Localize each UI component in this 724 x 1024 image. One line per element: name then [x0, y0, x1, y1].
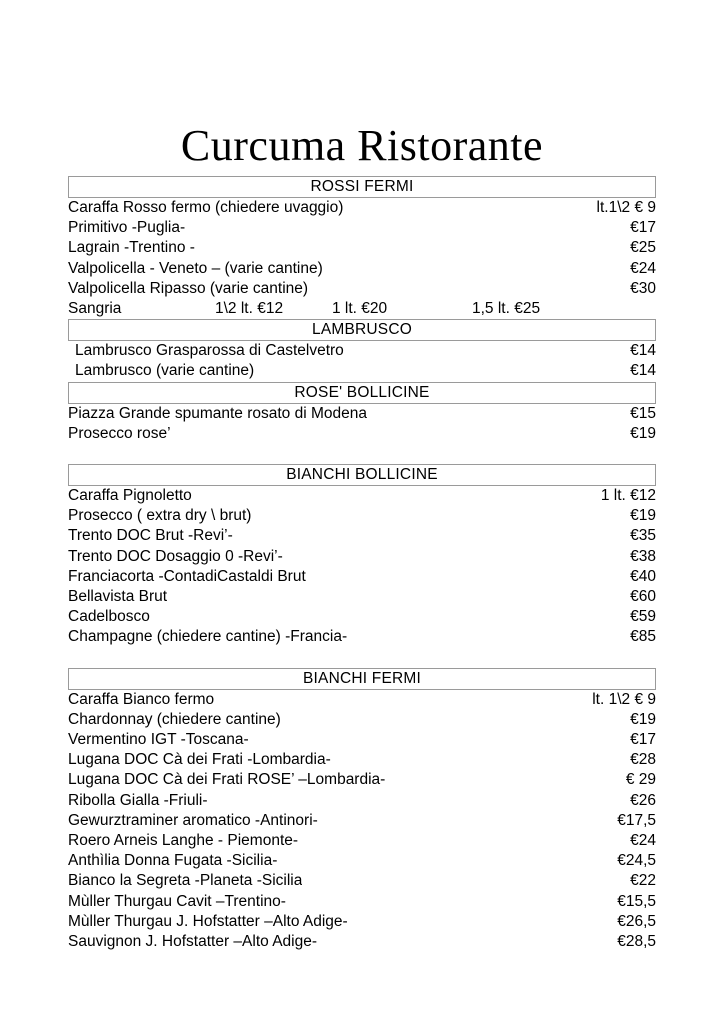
section-header-bianchi-fermi: BIANCHI FERMI [68, 668, 656, 690]
menu-item-price: €14 [630, 342, 656, 360]
menu-item-name: Trento DOC Brut -Revi’- [68, 527, 233, 545]
menu-item-size-price: 1 lt. €20 [332, 300, 388, 318]
menu-item-row [68, 198, 656, 218]
menu-item-row [68, 690, 656, 710]
menu-item-name: Trento DOC Dosaggio 0 -Revi’- [68, 547, 283, 565]
menu-item-name: Bellavista Brut [68, 588, 168, 606]
menu-item-name: Lagrain -Trentino - [68, 239, 195, 257]
menu-item-name: Mùller Thurgau Cavit –Trentino- [68, 892, 286, 910]
menu-item-name: Piazza Grande spumante rosato di Modena [68, 404, 367, 422]
menu-item-row [68, 831, 656, 851]
menu-item-price: €19 [630, 710, 656, 728]
menu-item-row [68, 587, 656, 607]
menu-item-row [68, 627, 656, 647]
menu-item-name: Vermentino IGT -Toscana- [68, 731, 249, 749]
menu-item-price: 1 lt. €12 [600, 487, 656, 505]
menu-item-price: €15 [630, 404, 656, 422]
menu-item-price: €17,5 [617, 811, 656, 829]
menu-item-price: €17 [630, 219, 656, 237]
menu-item-price: lt.1\2 € 9 [596, 199, 656, 216]
menu-item-row [68, 404, 656, 424]
menu-item-price: € 29 [625, 771, 656, 789]
menu-item-name: Lugana DOC Cà dei Frati ROSE’ –Lombardia- [68, 771, 386, 789]
menu-item-row [68, 791, 656, 811]
section-items-bianchi-bollicine [68, 486, 656, 648]
section-items-rose-bollicine [68, 404, 656, 444]
menu-item-price: €24 [630, 832, 656, 850]
wine-list [68, 176, 656, 952]
menu-item-name: Cadelbosco [68, 608, 150, 626]
menu-item-row [68, 871, 656, 891]
menu-section-rose-bollicine [68, 382, 656, 444]
section-items-lambrusco [68, 341, 656, 381]
section-header-rose-bollicine: ROSE' BOLLICINE [68, 382, 656, 404]
menu-item-price: €28 [630, 751, 656, 769]
menu-item-price: lt. 1\2 € 9 [592, 690, 656, 708]
menu-item-name: Roero Arneis Langhe - Piemonte- [68, 832, 299, 850]
menu-item-row [68, 506, 656, 526]
section-items-rossi-fermi [68, 198, 656, 319]
menu-item-size-price: 1\2 lt. €12 [215, 300, 284, 318]
menu-item-price: €38 [630, 547, 656, 565]
section-header-bianchi-bollicine: BIANCHI BOLLICINE [68, 464, 656, 486]
menu-item-price: €85 [630, 628, 656, 646]
menu-item-name: Lambrusco Grasparossa di Castelvetro [75, 342, 344, 360]
menu-item-name: Anthìlia Donna Fugata -Sicilia- [68, 852, 278, 870]
menu-item-price: €28,5 [617, 933, 656, 951]
menu-item-row [68, 750, 656, 770]
menu-item-row [68, 811, 656, 831]
menu-item-row [68, 238, 656, 258]
menu-item-row [68, 851, 656, 871]
section-gap [68, 648, 656, 668]
menu-item-name: Caraffa Pignoletto [68, 487, 192, 505]
menu-item-price: €35 [630, 527, 656, 545]
menu-item-name: Prosecco rose’ [68, 424, 171, 442]
page-title: Curcuma Ristorante [180, 121, 544, 171]
menu-item-price: €26 [630, 791, 656, 809]
menu-item-row [68, 361, 656, 381]
menu-item-row [68, 424, 656, 444]
menu-item-name: Caraffa Bianco fermo [68, 690, 215, 708]
section-gap [68, 444, 656, 464]
menu-item-row [68, 486, 656, 506]
menu-item-price: €25 [630, 239, 656, 257]
menu-item-price: €60 [630, 588, 656, 606]
menu-item-price: €19 [630, 507, 656, 525]
menu-item-name: Prosecco ( extra dry \ brut) [68, 507, 252, 525]
menu-item-row [68, 547, 656, 567]
section-items-bianchi-fermi [68, 690, 656, 953]
menu-section-rossi-fermi [68, 176, 656, 319]
menu-item-price: €15,5 [617, 892, 656, 910]
menu-item-row [68, 710, 656, 730]
menu-item-row [68, 607, 656, 627]
menu-item-name: Gewurztraminer aromatico -Antinori- [68, 811, 318, 829]
menu-section-lambrusco [68, 319, 656, 381]
menu-item-name: Ribolla Gialla -Friuli- [68, 791, 208, 809]
menu-item-name: Lambrusco (varie cantine) [75, 362, 255, 380]
menu-item-name: Mùller Thurgau J. Hofstatter –Alto Adige- [68, 912, 348, 930]
menu-item-name: Valpolicella - Veneto – (varie cantine) [68, 259, 323, 277]
menu-item-row [68, 218, 656, 238]
menu-item-price: €22 [630, 872, 656, 890]
menu-item-name: Primitivo -Puglia- [68, 219, 186, 237]
section-header-lambrusco: LAMBRUSCO [68, 319, 656, 341]
menu-item-price: €24,5 [617, 852, 656, 870]
menu-section-bianchi-bollicine [68, 464, 656, 648]
menu-item-row [68, 341, 656, 361]
menu-item-name: Champagne (chiedere cantine) -Francia- [68, 628, 348, 646]
menu-item-price: €24 [630, 259, 656, 277]
menu-item-row [68, 892, 656, 912]
menu-item-name: Lugana DOC Cà dei Frati -Lombardia- [68, 751, 331, 769]
menu-item-size-price: 1,5 lt. €25 [472, 300, 541, 318]
menu-item-row [68, 526, 656, 546]
menu-item-name: Sangria [68, 300, 122, 318]
menu-section-bianchi-fermi [68, 668, 656, 953]
menu-item-price: €59 [630, 608, 656, 626]
menu-item-row [68, 567, 656, 587]
menu-item-row [68, 770, 656, 790]
menu-item-price: €30 [630, 279, 656, 297]
section-header-rossi-fermi: ROSSI FERMI [68, 176, 656, 198]
menu-item-name: Chardonnay (chiedere cantine) [68, 710, 281, 728]
menu-item-name: Sauvignon J. Hofstatter –Alto Adige- [68, 933, 318, 951]
menu-item-row [68, 912, 656, 932]
menu-item-name: Caraffa Rosso fermo (chiedere uvaggio) [68, 199, 344, 216]
menu-item-name: Bianco la Segreta -Planeta -Sicilia [68, 872, 303, 890]
menu-item-price: €26,5 [617, 912, 656, 930]
menu-item-row [68, 299, 656, 319]
menu-item-row [68, 259, 656, 279]
menu-item-price: €40 [630, 567, 656, 585]
menu-item-row [68, 730, 656, 750]
menu-item-row [68, 279, 656, 299]
menu-item-row [68, 932, 656, 952]
menu-item-price: €17 [630, 731, 656, 749]
menu-item-name: Franciacorta -ContadiCastaldi Brut [68, 567, 306, 585]
menu-item-name: Valpolicella Ripasso (varie cantine) [68, 279, 309, 297]
menu-item-price: €14 [630, 362, 656, 380]
menu-item-price: €19 [630, 424, 656, 442]
